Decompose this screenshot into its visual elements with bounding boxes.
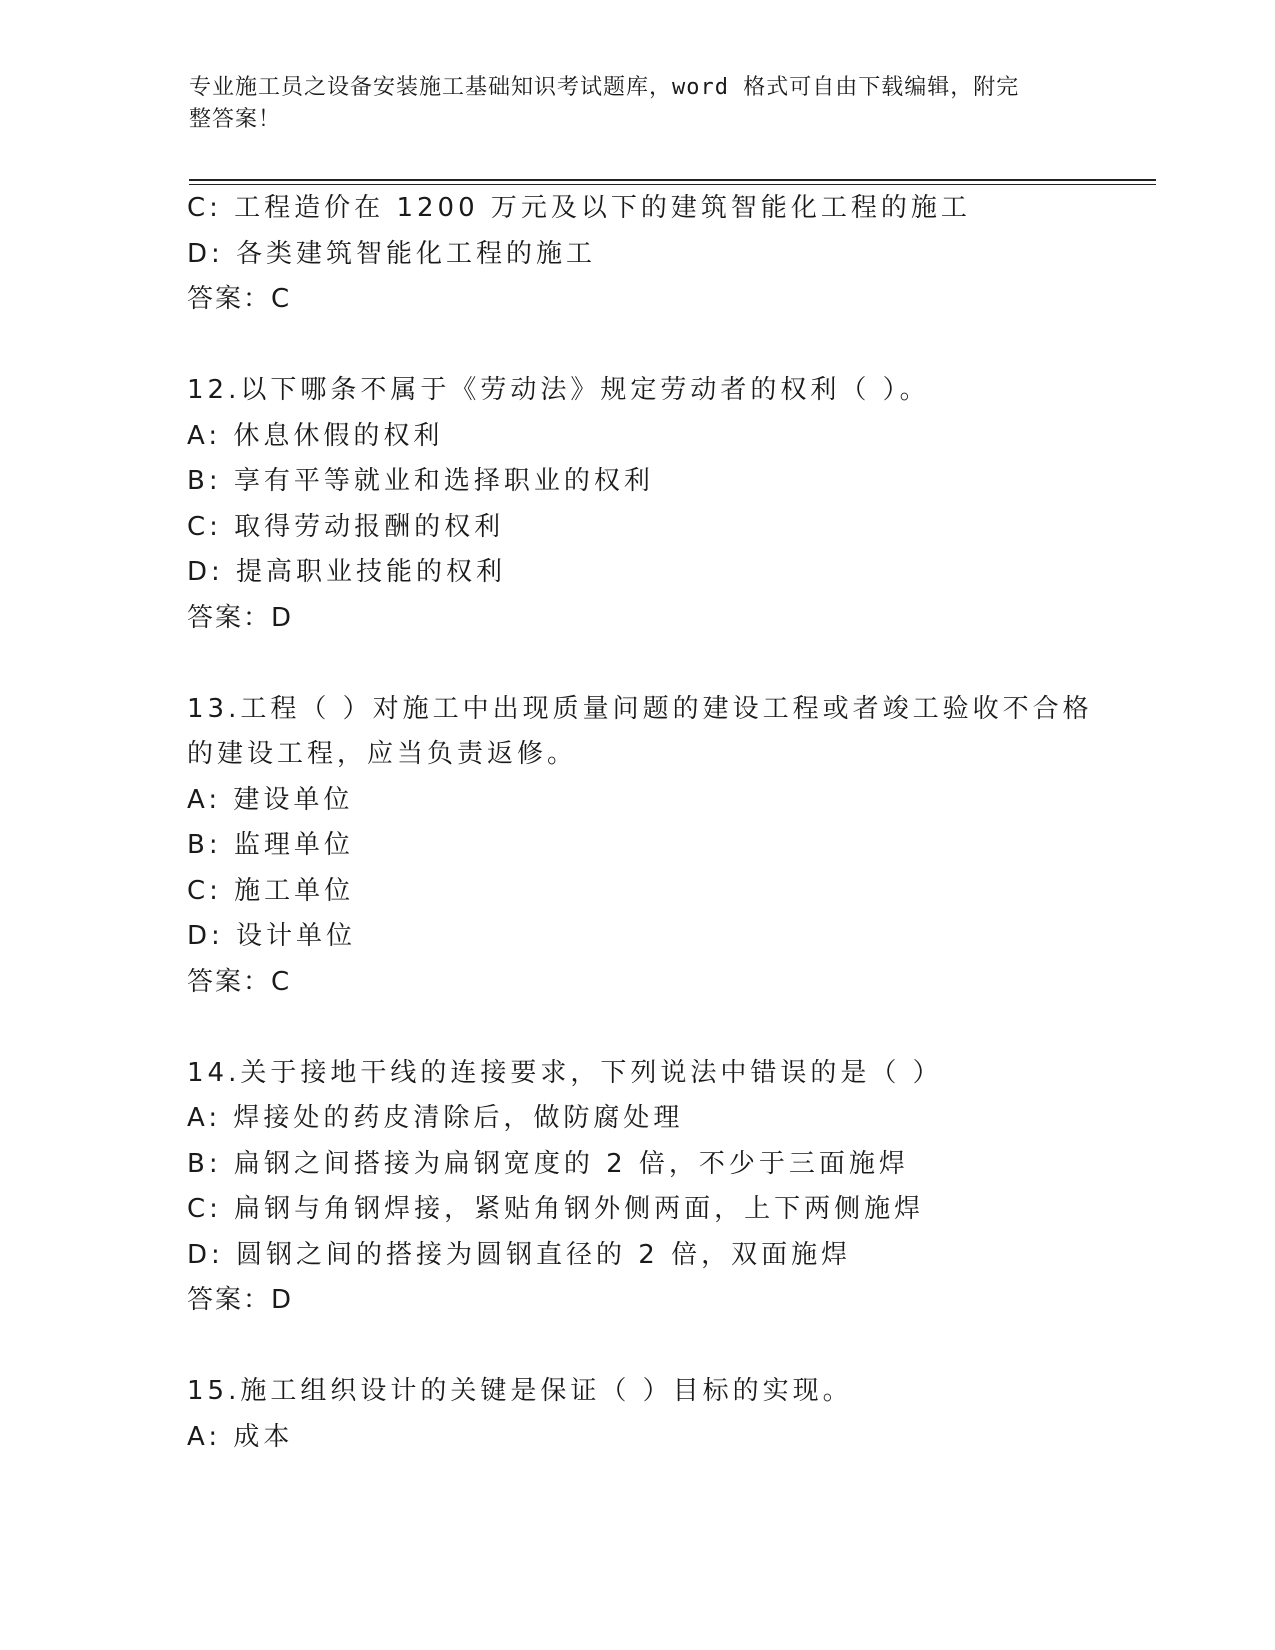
prev-question-block <box>187 186 1087 323</box>
option-d: D: 圆钢之间的搭接为圆钢直径的 2 倍，双面施焊 <box>187 1239 852 1270</box>
document-header <box>189 72 1069 136</box>
option-b: B: 扁钢之间搭接为扁钢宽度的 2 倍，不少于三面施焊 <box>187 1148 909 1179</box>
question-stem: 13.工程（ ）对施工中出现质量问题的建设工程或者竣工验收不合格 <box>187 693 1093 724</box>
option-b: B: 监理单位 <box>187 830 354 860</box>
question-stem: 15.施工组织设计的关键是保证（ ）目标的实现。 <box>187 1376 853 1406</box>
option-c: C: 取得劳动报酬的权利 <box>187 511 505 542</box>
question-stem: 14.关于接地干线的连接要求，下列说法中错误的是（ ） <box>187 1057 943 1088</box>
question-15 <box>187 1369 1087 1460</box>
option-a: A: 休息休假的权利 <box>187 420 444 451</box>
option-c: C: 工程造价在 1200 万元及以下的建筑智能化工程的施工 <box>187 193 971 223</box>
option-a: A: 建设单位 <box>187 784 354 815</box>
option-b: B: 享有平等就业和选择职业的权利 <box>187 466 654 496</box>
spacer <box>187 1324 1087 1370</box>
option-a: A: 成本 <box>187 1421 294 1452</box>
spacer <box>187 641 1087 687</box>
header-divider-thick <box>189 179 1156 181</box>
answer-line: 答案：C <box>187 284 292 314</box>
answer-line: 答案：D <box>187 1285 294 1315</box>
answer-line: 答案：C <box>187 966 292 997</box>
option-c: C: 扁钢与角钢焊接，紧贴角钢外侧两面，上下两侧施焊 <box>187 1194 925 1224</box>
header-line-1: 专业施工员之设备安装施工基础知识考试题库，word 格式可自由下载编辑，附完 <box>189 75 1020 100</box>
option-d: D: 提高职业技能的权利 <box>187 557 507 587</box>
question-12 <box>187 368 1087 641</box>
header-divider-thin <box>189 184 1156 185</box>
answer-line: 答案：D <box>187 602 294 633</box>
question-content <box>187 186 1093 1460</box>
question-13 <box>187 687 1093 1006</box>
spacer <box>187 1005 1087 1051</box>
question-stem-continued: 的建设工程，应当负责返修。 <box>187 739 578 769</box>
header-line-2: 整答案！ <box>189 107 282 132</box>
spacer <box>187 323 1087 369</box>
option-c: C: 施工单位 <box>187 875 355 906</box>
question-14 <box>187 1051 1087 1324</box>
question-stem: 12.以下哪条不属于《劳动法》规定劳动者的权利（ ）。 <box>187 375 930 405</box>
option-d: D: 各类建筑智能化工程的施工 <box>187 238 597 269</box>
option-a: A: 焊接处的药皮清除后，做防腐处理 <box>187 1103 684 1133</box>
option-d: D: 设计单位 <box>187 921 357 951</box>
